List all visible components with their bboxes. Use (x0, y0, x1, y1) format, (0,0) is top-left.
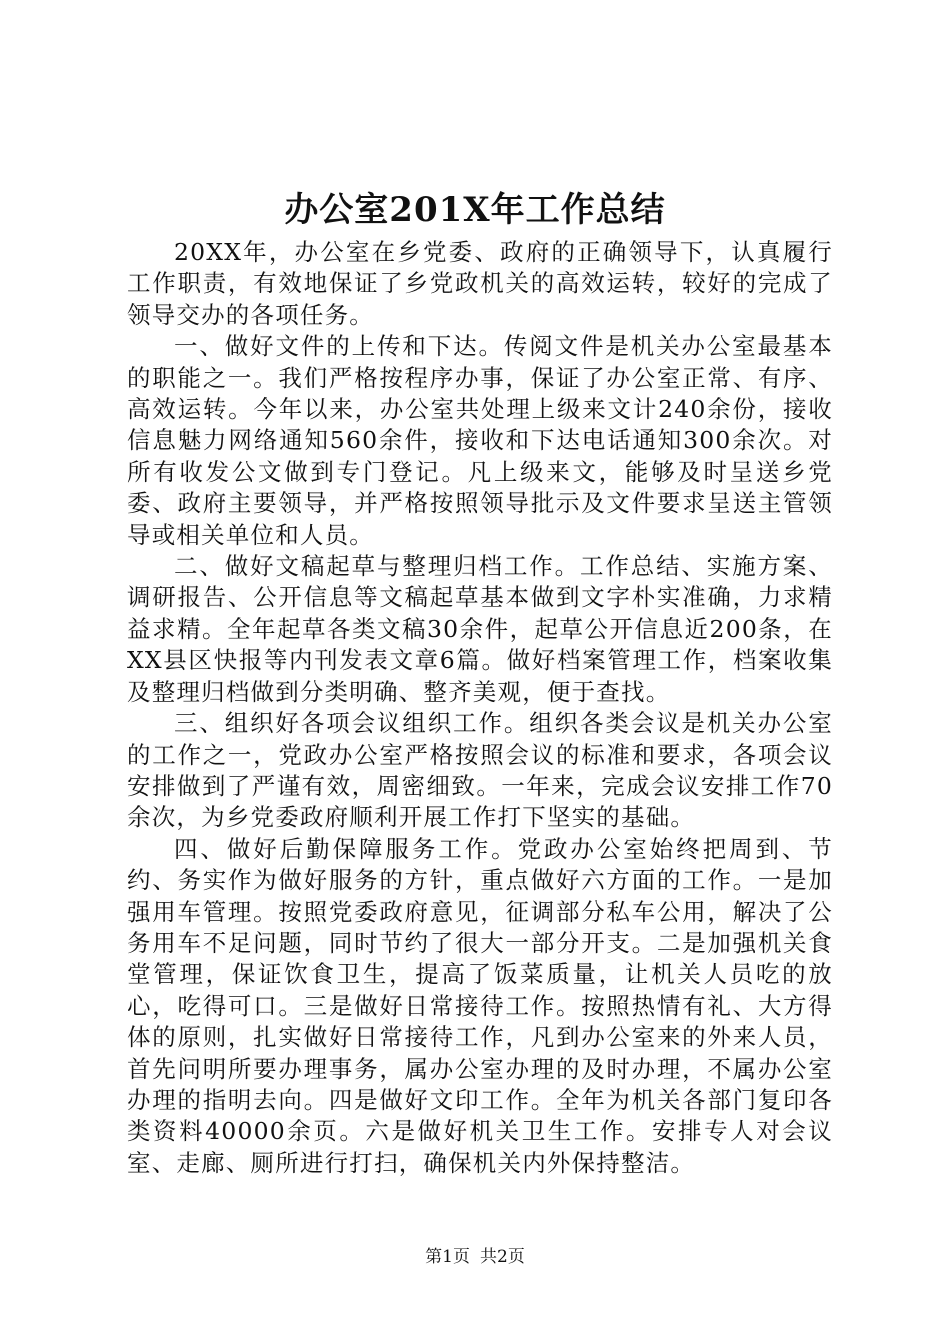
paragraph-intro: 20XX年，办公室在乡党委、政府的正确领导下，认真履行工作职责，有效地保证了乡党政机关的高效运转，较好的完成了领导交办的各项任务。 (127, 238, 833, 329)
paragraph-section-1: 一、做好文件的上传和下达。传阅文件是机关办公室最基本的职能之一。我们严格按程序办事，保证了办公室正常、有序、高效运转。今年以来，办公室共处理上级来文计240余份，接收信息魅力网络通知560余件，接收和下达电话通知300余次。对所有收发公文做到专门登记。凡上级来文，能够及时呈送乡党委、政府主要领导，并严格按照领导批示及文件要求呈送主管领导或相关单位和人员。 (127, 332, 833, 549)
paragraph-section-2: 二、做好文稿起草与整理归档工作。工作总结、实施方案、调研报告、公开信息等文稿起草基本做到文字朴实准确，力求精益求精。全年起草各类文稿30余件，起草公开信息近200条，在XX县区快报等内刊发表文章6篇。做好档案管理工作，档案收集及整理归档做到分类明确、整齐美观，便于查找。 (127, 552, 833, 706)
page-total: 共2页 (480, 1247, 525, 1267)
paragraph-section-3: 三、组织好各项会议组织工作。组织各类会议是机关办公室的工作之一，党政办公室严格按照会议的标准和要求，各项会议安排做到了严谨有效，周密细致。一年来，完成会议安排工作70余次，为乡党委政府顺利开展工作打下坚实的基础。 (127, 709, 833, 832)
document-title: 办公室201X年工作总结 (284, 190, 666, 230)
paragraph-section-4: 四、做好后勤保障服务工作。党政办公室始终把周到、节约、务实作为做好服务的方针，重点做好六方面的工作。一是加强用车管理。按照党委政府意见，征调部分私车公用，解决了公务用车不足问题，同时节约了很大一部分开支。二是加强机关食堂管理，保证饮食卫生，提高了饭菜质量，让机关人员吃的放心，吃得可口。三是做好日常接待工作。按照热情有礼、大方得体的原则，扎实做好日常接待工作，凡到办公室来的外来人员，首先问明所要办理事务，属办公室办理的及时办理，不属办公室办理的指明去向。四是做好文印工作。全年为机关各部门复印各类资料40000余页。六是做好机关卫生工作。安排专人对会议室、走廊、厕所进行打扫，确保机关内外保持整洁。 (127, 834, 833, 1177)
document-body (127, 237, 833, 1179)
page-footer (0, 1245, 950, 1269)
page-number: 第1页 (425, 1247, 470, 1267)
